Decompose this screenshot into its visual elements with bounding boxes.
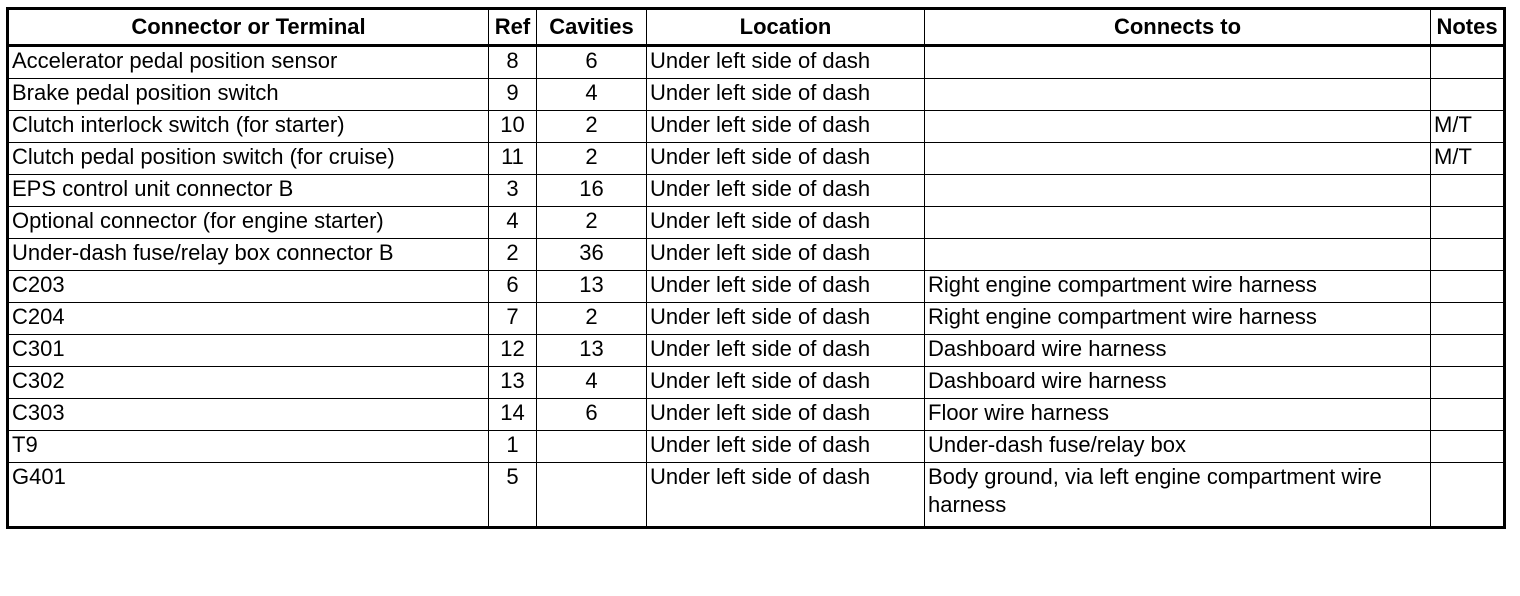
table-row	[8, 239, 1505, 271]
cell-ref: 14	[489, 399, 537, 431]
table-row	[8, 335, 1505, 367]
cell-connects-to: Body ground, via left engine compartment wire harness	[925, 463, 1431, 528]
cell-notes	[1431, 175, 1505, 207]
cell-cavities: 2	[537, 111, 647, 143]
cell-cavities: 6	[537, 46, 647, 79]
table-row	[8, 207, 1505, 239]
cell-connects-to	[925, 143, 1431, 175]
cell-connector: C303	[8, 399, 489, 431]
cell-cavities: 4	[537, 367, 647, 399]
cell-location: Under left side of dash	[647, 431, 925, 463]
cell-ref: 8	[489, 46, 537, 79]
cell-notes	[1431, 367, 1505, 399]
cell-location: Under left side of dash	[647, 111, 925, 143]
table-row	[8, 46, 1505, 79]
header-cavities: Cavities	[537, 9, 647, 46]
cell-location: Under left side of dash	[647, 207, 925, 239]
cell-connector: T9	[8, 431, 489, 463]
cell-connects-to	[925, 111, 1431, 143]
table-row	[8, 143, 1505, 175]
table-row	[8, 303, 1505, 335]
table-row	[8, 79, 1505, 111]
cell-location: Under left side of dash	[647, 463, 925, 528]
cell-location: Under left side of dash	[647, 399, 925, 431]
cell-location: Under left side of dash	[647, 239, 925, 271]
cell-ref: 4	[489, 207, 537, 239]
cell-connector: Accelerator pedal position sensor	[8, 46, 489, 79]
cell-ref: 3	[489, 175, 537, 207]
cell-connector: Clutch pedal position switch (for cruise)	[8, 143, 489, 175]
cell-cavities: 6	[537, 399, 647, 431]
cell-connects-to: Dashboard wire harness	[925, 367, 1431, 399]
cell-connector: C301	[8, 335, 489, 367]
cell-connector: G401	[8, 463, 489, 528]
cell-connector: C203	[8, 271, 489, 303]
cell-connector: C302	[8, 367, 489, 399]
cell-connects-to: Dashboard wire harness	[925, 335, 1431, 367]
cell-cavities: 13	[537, 335, 647, 367]
cell-notes	[1431, 271, 1505, 303]
cell-cavities: 2	[537, 303, 647, 335]
cell-cavities: 13	[537, 271, 647, 303]
cell-cavities: 36	[537, 239, 647, 271]
table-row	[8, 431, 1505, 463]
cell-notes: M/T	[1431, 143, 1505, 175]
cell-connects-to	[925, 79, 1431, 111]
cell-connector: EPS control unit connector B	[8, 175, 489, 207]
cell-ref: 13	[489, 367, 537, 399]
cell-ref: 2	[489, 239, 537, 271]
header-row	[8, 9, 1505, 46]
cell-ref: 7	[489, 303, 537, 335]
cell-connects-to: Under-dash fuse/relay box	[925, 431, 1431, 463]
table-row	[8, 367, 1505, 399]
header-notes: Notes	[1431, 9, 1505, 46]
cell-ref: 11	[489, 143, 537, 175]
cell-cavities: 16	[537, 175, 647, 207]
cell-ref: 10	[489, 111, 537, 143]
cell-location: Under left side of dash	[647, 303, 925, 335]
cell-notes	[1431, 239, 1505, 271]
connector-table	[6, 7, 1506, 529]
cell-connects-to	[925, 46, 1431, 79]
cell-ref: 6	[489, 271, 537, 303]
cell-notes	[1431, 463, 1505, 528]
table-row	[8, 175, 1505, 207]
cell-cavities: 2	[537, 207, 647, 239]
cell-location: Under left side of dash	[647, 367, 925, 399]
cell-notes	[1431, 207, 1505, 239]
cell-location: Under left side of dash	[647, 335, 925, 367]
cell-ref: 5	[489, 463, 537, 528]
table-row	[8, 399, 1505, 431]
cell-cavities: 4	[537, 79, 647, 111]
cell-connector: Brake pedal position switch	[8, 79, 489, 111]
cell-notes	[1431, 335, 1505, 367]
cell-notes	[1431, 431, 1505, 463]
cell-notes: M/T	[1431, 111, 1505, 143]
cell-ref: 9	[489, 79, 537, 111]
cell-connects-to	[925, 207, 1431, 239]
header-connects-to: Connects to	[925, 9, 1431, 46]
cell-location: Under left side of dash	[647, 79, 925, 111]
header-connector: Connector or Terminal	[8, 9, 489, 46]
cell-cavities	[537, 431, 647, 463]
header-ref: Ref	[489, 9, 537, 46]
table-body	[8, 46, 1505, 528]
cell-location: Under left side of dash	[647, 175, 925, 207]
cell-connects-to: Floor wire harness	[925, 399, 1431, 431]
cell-ref: 12	[489, 335, 537, 367]
cell-notes	[1431, 79, 1505, 111]
table-row	[8, 111, 1505, 143]
cell-notes	[1431, 399, 1505, 431]
cell-connects-to: Right engine compartment wire harness	[925, 271, 1431, 303]
cell-connector: Under-dash fuse/relay box connector B	[8, 239, 489, 271]
table-row	[8, 463, 1505, 528]
cell-cavities	[537, 463, 647, 528]
cell-ref: 1	[489, 431, 537, 463]
cell-connector: Optional connector (for engine starter)	[8, 207, 489, 239]
cell-connector: Clutch interlock switch (for starter)	[8, 111, 489, 143]
cell-connects-to	[925, 175, 1431, 207]
cell-connector: C204	[8, 303, 489, 335]
cell-cavities: 2	[537, 143, 647, 175]
cell-notes	[1431, 46, 1505, 79]
cell-connects-to: Right engine compartment wire harness	[925, 303, 1431, 335]
cell-location: Under left side of dash	[647, 46, 925, 79]
header-location: Location	[647, 9, 925, 46]
table-row	[8, 271, 1505, 303]
cell-notes	[1431, 303, 1505, 335]
cell-location: Under left side of dash	[647, 271, 925, 303]
cell-connects-to	[925, 239, 1431, 271]
cell-location: Under left side of dash	[647, 143, 925, 175]
